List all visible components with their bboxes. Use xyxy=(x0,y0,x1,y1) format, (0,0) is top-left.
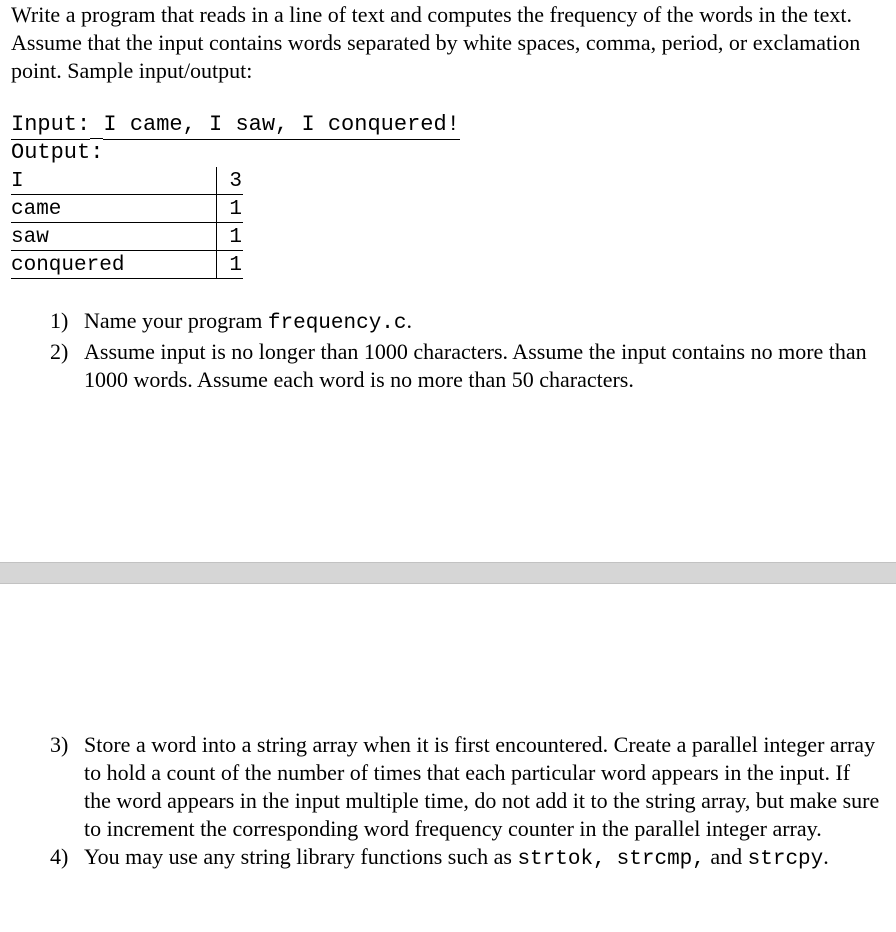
requirements-list-part-2 xyxy=(50,731,880,874)
item-number: 1) xyxy=(50,308,69,333)
item-code-strtok: strtok, xyxy=(517,848,606,871)
word-cell: conquered xyxy=(11,251,217,279)
count-cell: 1 xyxy=(217,251,243,279)
item-text: Assume input is no longer than 1000 characters. Assume the input contains no more than 1000 words. Assume each word is no more than 50 characters. xyxy=(84,339,867,392)
word-cell: saw xyxy=(11,223,217,251)
item-code-strcmp: strcmp, xyxy=(616,848,705,871)
list-item xyxy=(50,731,880,843)
sample-input-line xyxy=(11,112,460,140)
sample-input-label: Input: xyxy=(11,112,90,140)
sample-output-label: Output: xyxy=(11,140,104,165)
table-row xyxy=(11,251,243,279)
document-page-2 xyxy=(0,584,896,932)
item-text: Name your program xyxy=(84,308,268,333)
count-cell: 3 xyxy=(217,167,243,195)
table-row xyxy=(11,167,243,195)
word-cell: I xyxy=(11,167,217,195)
item-text: You may use any string library functions such as xyxy=(84,844,518,869)
problem-statement: Write a program that reads in a line of text and computes the frequency of the words in the text. Assume that the input contains words separated by white spaces, comma, period, or exclamation point. Sample input/output: xyxy=(11,2,861,83)
item-number: 2) xyxy=(50,339,69,364)
item-code-strcpy: strcpy xyxy=(747,848,824,871)
frequency-table xyxy=(11,167,243,279)
item-tail: . xyxy=(406,308,413,333)
list-item xyxy=(50,307,870,338)
item-and: and xyxy=(710,844,743,869)
sample-input-value: I came, I saw, I conquered! xyxy=(103,112,459,140)
count-cell: 1 xyxy=(217,195,243,223)
item-number: 3) xyxy=(50,732,69,757)
table-row xyxy=(11,223,243,251)
item-number: 4) xyxy=(50,844,69,869)
item-tail: . xyxy=(823,844,829,869)
item-code: frequency.c xyxy=(267,312,407,335)
table-row xyxy=(11,195,243,223)
count-cell: 1 xyxy=(217,223,243,251)
requirements-list-part-1 xyxy=(50,307,870,394)
page-separator xyxy=(0,562,896,584)
list-item xyxy=(50,843,880,874)
word-cell: came xyxy=(11,195,217,223)
item-text: Store a word into a string array when it is first encountered. Create a parallel integer array to hold a count of the number of times that each particular word appears in the input. If the word appears in the input multiple time, do not add it to the string array, but make sure to increment the corresponding word frequency counter in the parallel integer array. xyxy=(84,732,880,841)
list-item xyxy=(50,338,870,394)
